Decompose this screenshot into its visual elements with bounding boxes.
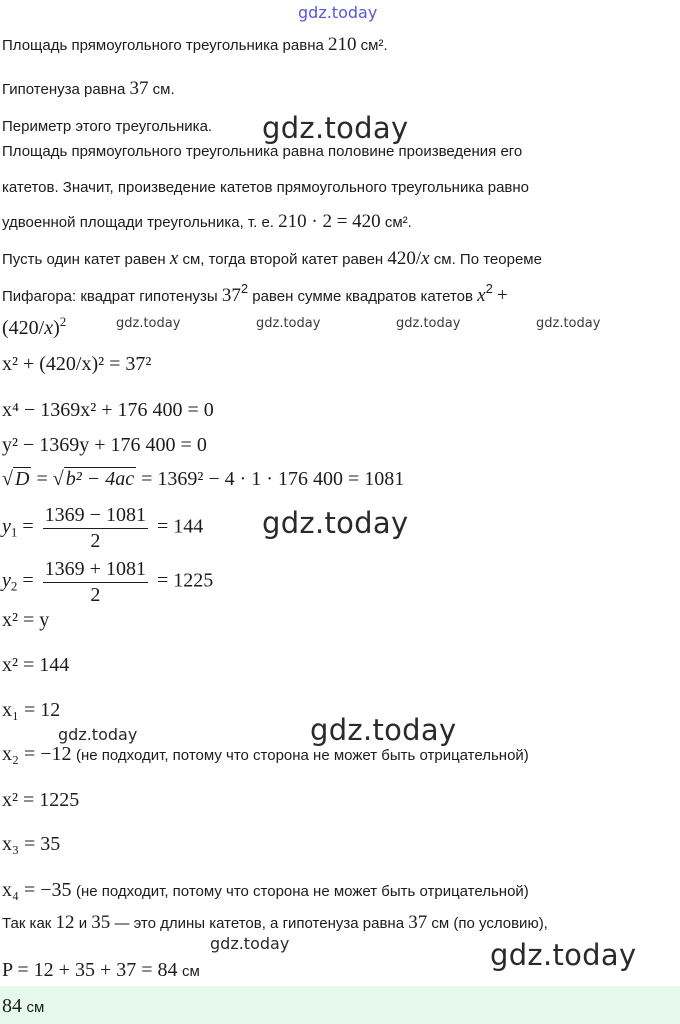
watermark-small-6: gdz.today — [210, 934, 290, 953]
problem-area-line: Площадь прямоугольного треугольника равна 210 см². — [2, 34, 388, 55]
solution-line-1: Площадь прямоугольного треугольника равна половине произведения его — [2, 143, 523, 160]
watermark-small-5: gdz.today — [58, 725, 138, 744]
equation-x2: x₂ = −12 (не подходит, потому что сторона не может быть отрицательной) — [2, 743, 529, 765]
answer-value: 84 см — [2, 995, 45, 1017]
solution-line-3: удвоенной площади треугольника, т. е. 210 · 2 = 420 см². — [2, 211, 412, 232]
equation-x-squared-1225: x² = 1225 — [2, 789, 80, 811]
equation-y2: $y_2$ = $\frac{1369 + 1081}{2}$ = 1225 — [2, 558, 214, 606]
solution-line-6: $(420/x)^2$ — [2, 314, 67, 339]
solution-line-2: катетов. Значит, произведение катетов прямоугольного треугольника равно — [2, 179, 530, 196]
conclusion-line: Так как 12 и 35 — это длины катетов, а гипотенуза равна 37 см (по условию), — [2, 912, 548, 933]
perimeter-equation: P = 12 + 35 + 37 = 84 см — [2, 959, 200, 981]
watermark-small-1: gdz.today — [116, 316, 181, 331]
equation-quartic: x⁴ − 1369x² + 176 400 = 0 — [2, 399, 214, 421]
watermark-2: gdz.today — [262, 506, 409, 540]
equation-substitution: x² = y — [2, 609, 50, 631]
equation-discriminant: √ D = √ b² − 4ac = 1369² − 4 · 1 · 176 400 = 1081 — [2, 468, 405, 490]
equation-y1: $y_1$ = $\frac{1369 - 1081}{2}$ = 144 — [2, 504, 204, 552]
equation-x4: x₄ = −35 (не подходит, потому что сторона не может быть отрицательной) — [2, 879, 529, 901]
watermark-4: gdz.today — [490, 938, 637, 972]
watermark-small-4: gdz.today — [536, 316, 601, 331]
problem-hypotenuse-line: Гипотенуза равна 37 см. — [2, 78, 175, 99]
watermark-1: gdz.today — [262, 111, 409, 145]
solution-line-4: Пусть один катет равен x см, тогда второй катет равен 420/x см. По теореме — [2, 248, 542, 269]
fraction-y2: $\frac{1369 + 1081}{2}$ — [44, 558, 146, 606]
equation-x3: x₃ = 35 — [2, 833, 61, 855]
watermark-3: gdz.today — [310, 713, 457, 747]
equation-quadratic: y² − 1369y + 176 400 = 0 — [2, 434, 207, 456]
fraction-y1: $\frac{1369 - 1081}{2}$ — [44, 504, 146, 552]
problem-question-line: Периметр этого треугольника. — [2, 118, 213, 135]
watermark-small-2: gdz.today — [256, 316, 321, 331]
watermark-top: gdz.today — [298, 3, 378, 22]
watermark-small-3: gdz.today — [396, 316, 461, 331]
solution-line-5: Пифагора: квадрат гипотенузы $37^2$ равен сумме квадратов катетов $x^2$ + — [2, 281, 508, 306]
equation-x-squared-144: x² = 144 — [2, 654, 70, 676]
equation-x1: x₁ = 12 — [2, 699, 61, 721]
answer-box — [0, 986, 680, 1024]
equation-pythagoras: x² + (420/x)² = 37² — [2, 353, 152, 375]
